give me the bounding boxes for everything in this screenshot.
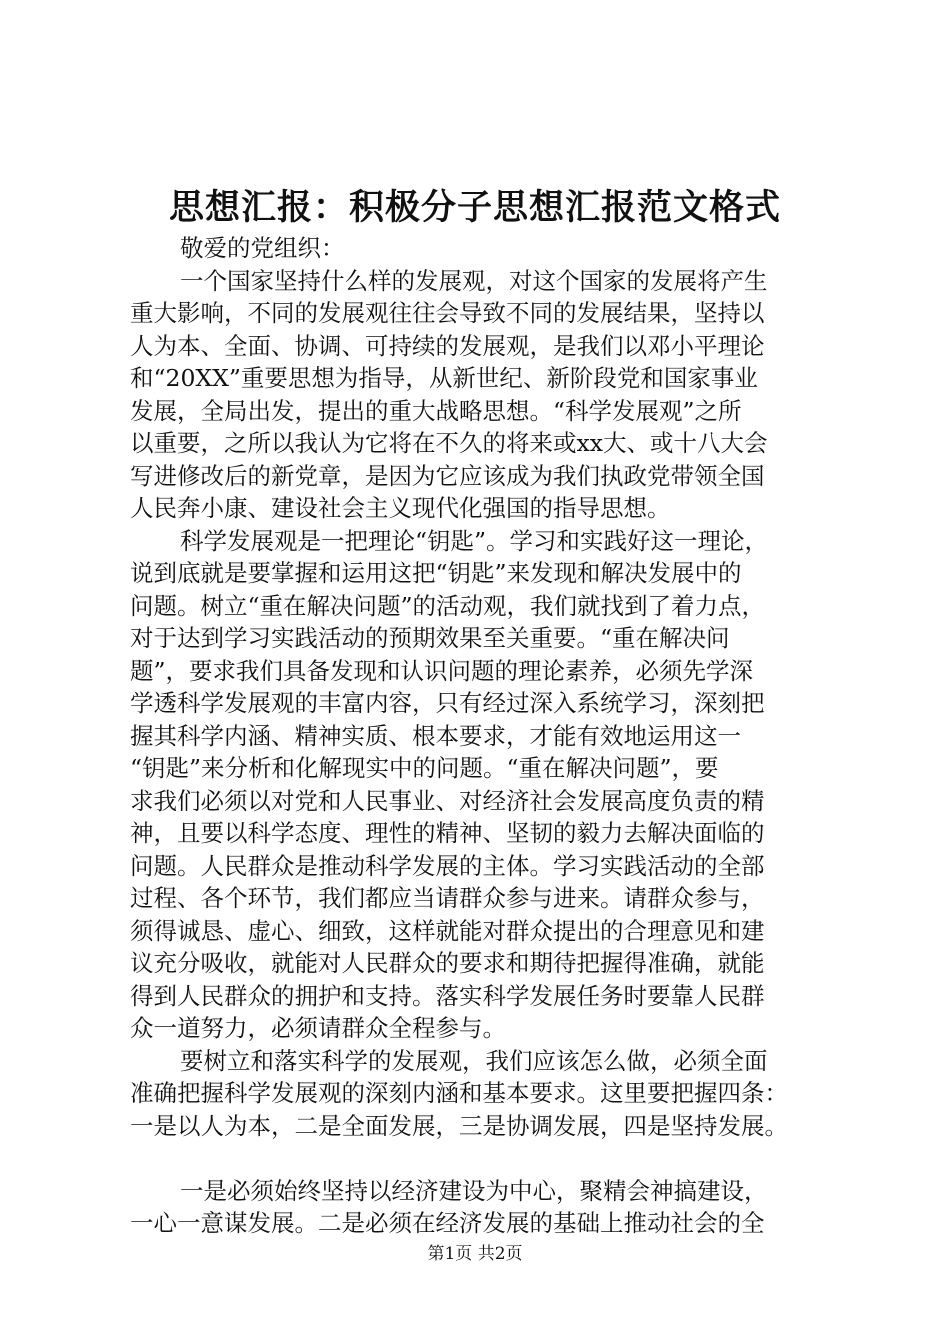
text-line bbox=[130, 1142, 830, 1175]
text-line: 一是以人为本，二是全面发展，三是协调发展，四是坚持发展。 bbox=[130, 1111, 788, 1140]
text-line: 须得诚恳、虚心、细致，这样就能对群众提出的合理意见和建 bbox=[130, 916, 765, 945]
text-line: 求我们必须以对党和人民事业、对经济社会发展高度负责的精 bbox=[130, 786, 765, 815]
text-line: 众一道努力，必须请群众全程参与。 bbox=[130, 1014, 506, 1042]
text-line: 发展，全局出发，提出的重大战略思想。“科学发展观”之所 bbox=[130, 396, 742, 425]
document-body bbox=[130, 232, 830, 1240]
text-line: 一个国家坚持什么样的发展观，对这个国家的发展将产生 bbox=[180, 266, 768, 295]
text-line: 人民奔小康、建设社会主义现代化强国的指导思想。 bbox=[130, 494, 671, 522]
text-line: 议充分吸收，就能对人民群众的要求和期待把握得准确，就能 bbox=[130, 949, 765, 977]
text-line: 人为本、全面、协调、可持续的发展观，是我们以邓小平理论 bbox=[130, 331, 765, 360]
page-footer: 第1页 共2页 bbox=[427, 1244, 523, 1264]
text-line: 得到人民群众的拥护和支持。落实科学发展任务时要靠人民群 bbox=[130, 981, 765, 1010]
text-line: 写进修改后的新党章，是因为它应该成为我们执政党带领全国 bbox=[130, 461, 765, 490]
text-line: 题”，要求我们具备发现和认识问题的理论素养，必须先学深 bbox=[130, 656, 754, 685]
text-line: 重大影响，不同的发展观往往会导致不同的发展结果，坚持以 bbox=[130, 299, 765, 327]
text-line: 握其科学内涵、精神实质、根本要求，才能有效地运用这一 bbox=[130, 721, 741, 750]
text-line: 问题。树立“重在解决问题”的活动观，我们就找到了着力点， bbox=[130, 591, 766, 620]
text-line: 要树立和落实科学的发展观，我们应该怎么做，必须全面 bbox=[180, 1046, 768, 1075]
document-title: 思想汇报：积极分子思想汇报范文格式 bbox=[168, 187, 781, 228]
text-line: 过程、各个环节，我们都应当请群众参与进来。请群众参与， bbox=[130, 884, 765, 912]
text-line: “钥匙”来分析和化解现实中的问题。“重在解决问题”，要 bbox=[130, 754, 719, 782]
text-line: 学透科学发展观的丰富内容，只有经过深入系统学习，深刻把 bbox=[130, 689, 765, 717]
text-line: 一是必须始终坚持以经济建设为中心，聚精会神搞建设， bbox=[180, 1176, 768, 1205]
text-line: 一心一意谋发展。二是必须在经济发展的基础上推动社会的全 bbox=[130, 1209, 765, 1237]
text-line: 准确把握科学发展观的深刻内涵和基本要求。这里要把握四条： bbox=[130, 1079, 788, 1107]
text-line: 和“20XX”重要思想为指导，从新世纪、新阶段党和国家事业 bbox=[130, 364, 758, 392]
text-line: 对于达到学习实践活动的预期效果至关重要。“重在解决问 bbox=[130, 624, 730, 652]
text-line: 神，且要以科学态度、理性的精神、坚韧的毅力去解决面临的 bbox=[130, 819, 765, 847]
text-line: 说到底就是要掌握和运用这把“钥匙”来发现和解决发展中的 bbox=[130, 559, 742, 587]
text-line: 问题。人民群众是推动科学发展的主体。学习实践活动的全部 bbox=[130, 851, 765, 880]
text-line: 科学发展观是一把理论“钥匙”。学习和实践好这一理论， bbox=[180, 526, 769, 555]
text-line: 以重要，之所以我认为它将在不久的将来或xx大、或十八大会 bbox=[130, 429, 768, 457]
text-line: 敬爱的党组织： bbox=[180, 234, 345, 262]
